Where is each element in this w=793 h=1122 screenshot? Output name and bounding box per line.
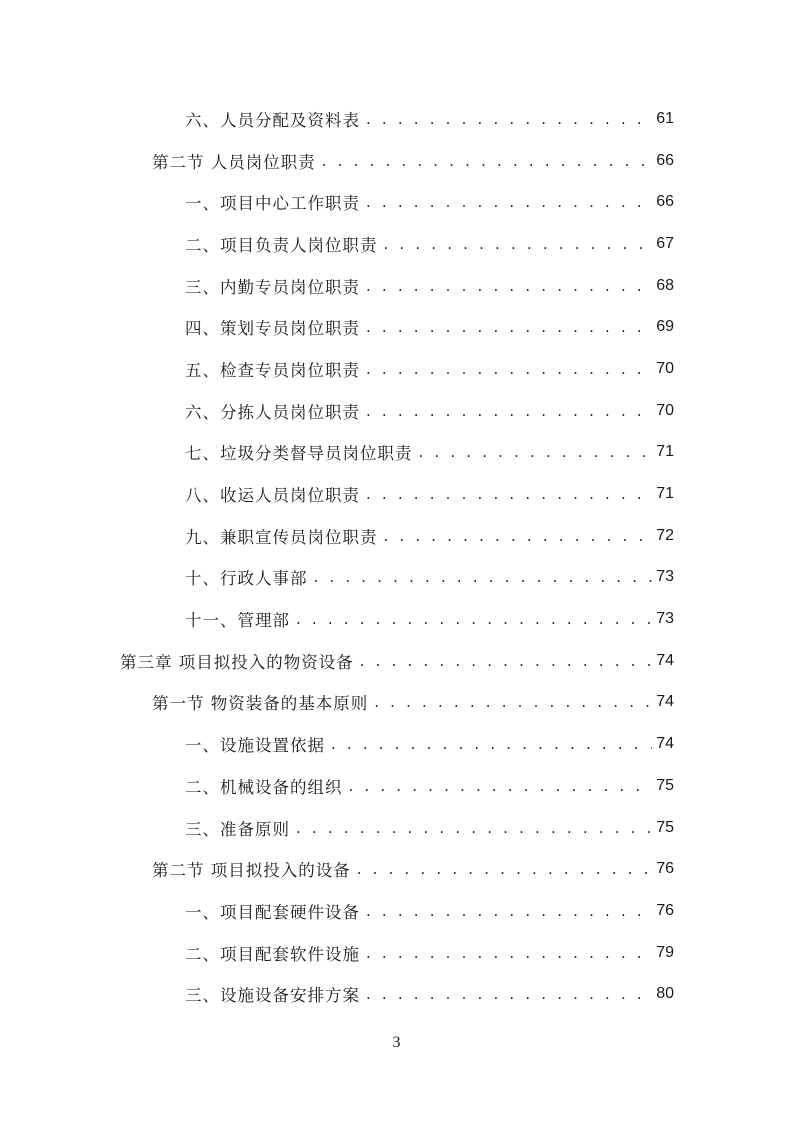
toc-dot-leader	[349, 777, 653, 795]
toc-entry-title: 十、行政人事部	[185, 569, 308, 589]
toc-dot-leader	[366, 402, 652, 420]
toc-entry-title: 第三章 项目拟投入的物资设备	[120, 652, 354, 672]
toc-entry-page: 73	[656, 568, 674, 586]
toc-dot-leader	[374, 693, 652, 711]
toc-entry[interactable]	[0, 390, 793, 432]
toc-entry-title: 第二节 人员岗位职责	[152, 152, 316, 172]
toc-entry-page: 71	[656, 485, 674, 503]
toc-dot-leader	[366, 944, 652, 962]
toc-entry-page: 74	[656, 693, 674, 711]
toc-entry[interactable]	[0, 682, 793, 724]
toc-dot-leader	[360, 652, 652, 670]
toc-dot-leader	[366, 360, 652, 378]
toc-dot-leader	[366, 902, 652, 920]
toc-entry[interactable]	[0, 515, 793, 557]
page-number: 3	[392, 1034, 401, 1051]
toc-entry[interactable]	[0, 557, 793, 599]
toc-entry-title: 一、项目中心工作职责	[185, 194, 360, 214]
toc-entry-title: 第一节 物资装备的基本原则	[152, 694, 369, 714]
toc-entry[interactable]	[0, 181, 793, 223]
toc-entry-page: 66	[656, 151, 674, 169]
toc-dot-leader	[322, 152, 652, 170]
toc-entry-page: 70	[656, 401, 674, 419]
toc-dot-leader	[366, 318, 652, 336]
toc-dot-leader	[366, 110, 652, 128]
toc-entry-page: 71	[656, 443, 674, 461]
toc-entry-title: 九、兼职宣传员岗位职责	[185, 527, 378, 547]
toc-entry-page: 73	[656, 610, 674, 628]
toc-dot-leader	[331, 735, 652, 753]
toc-dot-leader	[384, 235, 653, 253]
toc-entry[interactable]	[0, 265, 793, 307]
toc-dot-leader	[296, 819, 652, 837]
toc-entry[interactable]	[0, 432, 793, 474]
toc-entry[interactable]	[0, 890, 793, 932]
toc-entry-page: 69	[656, 318, 674, 336]
toc-entry[interactable]	[0, 306, 793, 348]
toc-entry-title: 五、检查专员岗位职责	[185, 360, 360, 380]
toc-entry[interactable]	[0, 598, 793, 640]
toc-entry-page: 76	[656, 901, 674, 919]
toc-entry-page: 76	[656, 860, 674, 878]
toc-entry-page: 75	[656, 776, 674, 794]
toc-entry-title: 一、项目配套硬件设备	[185, 902, 360, 922]
table-of-contents	[0, 98, 793, 1015]
toc-entry-title: 一、设施设置依据	[185, 736, 325, 756]
toc-entry-page: 61	[656, 109, 674, 127]
toc-entry[interactable]	[0, 848, 793, 890]
toc-entry-title: 八、收运人员岗位职责	[185, 486, 360, 506]
toc-dot-leader	[366, 277, 652, 295]
toc-entry-title: 三、准备原则	[185, 819, 290, 839]
toc-entry-title: 二、机械设备的组织	[185, 777, 343, 797]
toc-entry-page: 74	[656, 651, 674, 669]
toc-entry-title: 十一、管理部	[185, 611, 290, 631]
toc-entry-title: 二、项目负责人岗位职责	[185, 235, 378, 255]
toc-entry-page: 80	[656, 985, 674, 1003]
toc-entry-page: 79	[656, 943, 674, 961]
toc-dot-leader	[384, 527, 653, 545]
toc-entry-title: 六、分拣人员岗位职责	[185, 402, 360, 422]
toc-entry[interactable]	[0, 98, 793, 140]
toc-dot-leader	[296, 610, 652, 628]
toc-dot-leader	[366, 193, 652, 211]
toc-entry[interactable]	[0, 973, 793, 1015]
toc-entry[interactable]	[0, 223, 793, 265]
toc-entry[interactable]	[0, 140, 793, 182]
toc-entry[interactable]	[0, 723, 793, 765]
toc-dot-leader	[357, 860, 652, 878]
toc-entry-page: 67	[656, 234, 674, 252]
toc-dot-leader	[314, 568, 653, 586]
toc-dot-leader	[366, 485, 652, 503]
toc-entry[interactable]	[0, 932, 793, 974]
toc-entry[interactable]	[0, 765, 793, 807]
toc-entry-title: 六、人员分配及资料表	[185, 110, 360, 130]
toc-entry[interactable]	[0, 348, 793, 390]
toc-entry-title: 四、策划专员岗位职责	[185, 319, 360, 339]
toc-entry[interactable]	[0, 640, 793, 682]
toc-entry[interactable]	[0, 473, 793, 515]
toc-entry-page: 68	[656, 276, 674, 294]
toc-entry-title: 三、设施设备安排方案	[185, 986, 360, 1006]
toc-entry-title: 二、项目配套软件设施	[185, 944, 360, 964]
toc-entry-page: 74	[656, 735, 674, 753]
toc-dot-leader	[366, 985, 652, 1003]
toc-entry-title: 七、垃圾分类督导员岗位职责	[185, 444, 413, 464]
toc-entry-page: 72	[656, 526, 674, 544]
toc-entry-title: 三、内勤专员岗位职责	[185, 277, 360, 297]
toc-entry-page: 66	[656, 193, 674, 211]
toc-entry-page: 70	[656, 359, 674, 377]
toc-entry-page: 75	[656, 818, 674, 836]
toc-entry-title: 第二节 项目拟投入的设备	[152, 861, 351, 881]
toc-dot-leader	[419, 443, 653, 461]
toc-entry[interactable]	[0, 807, 793, 849]
